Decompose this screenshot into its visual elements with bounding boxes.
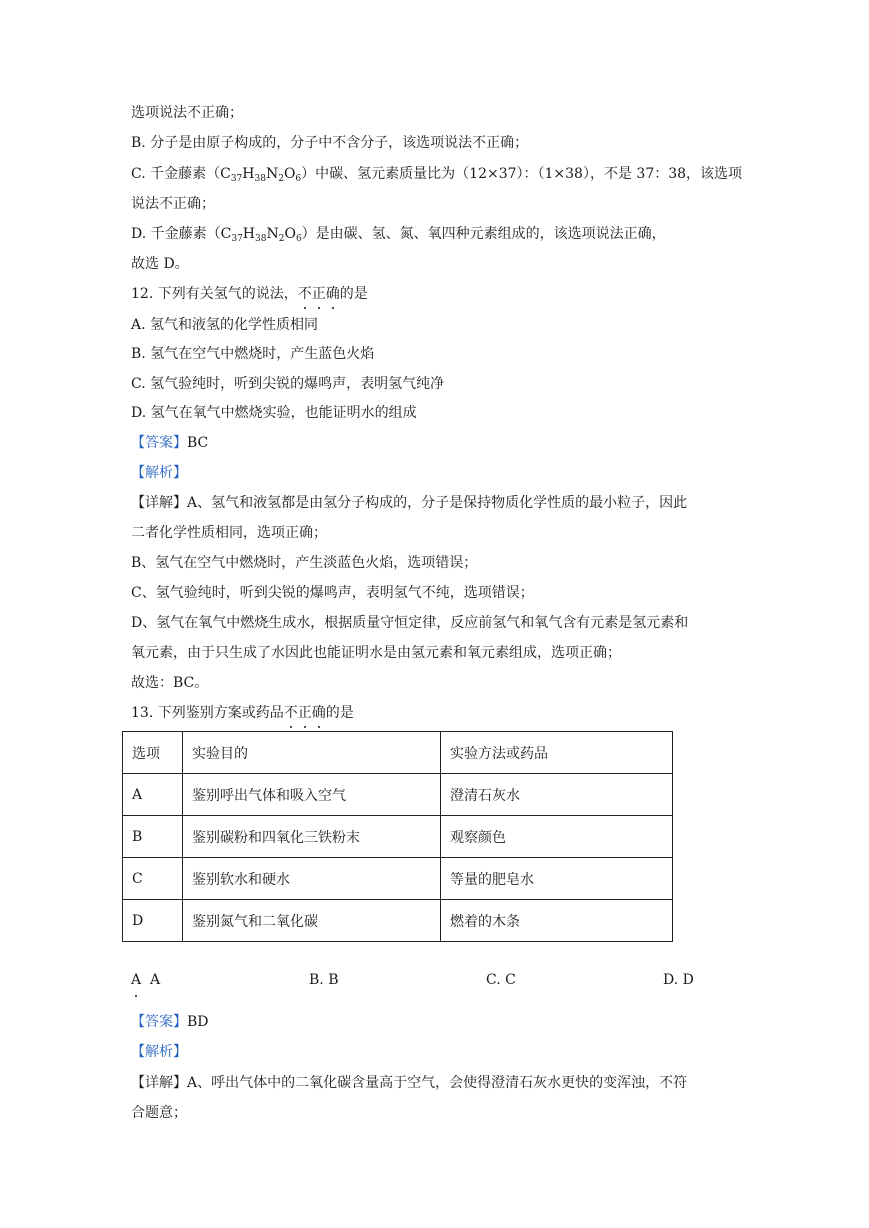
analysis-tag: 【解析】 [131, 465, 187, 481]
analysis-tag: 【解析】 [131, 1044, 187, 1060]
option-c-explanation: C. 千金藤素$(C_{37}H_{38}N_2O_6)$中碳、氢元素质量比为（12×37）：（1×38），不是 37：38，该选项 [131, 166, 743, 184]
detail-line: 【详解】A、呼出气体中的二氧化碳含量高于空气，会使得澄清石灰水更快的变浑浊，不符 [131, 1075, 688, 1091]
text-line: 选项说法不正确； [131, 105, 243, 121]
table-cell: D [123, 900, 183, 942]
options-table [122, 731, 673, 942]
table-cell: 观察颜色 [441, 816, 673, 858]
table-row [123, 816, 673, 858]
answer-tag: 【答案】 [131, 435, 187, 451]
table-row [123, 900, 673, 942]
table-cell: B [123, 816, 183, 858]
emphasis-char: 正 [297, 705, 312, 721]
table-cell: 等量的肥皂水 [441, 858, 673, 900]
choice-a: A A [131, 972, 161, 988]
table-header-row [123, 732, 673, 774]
table-cell: 澄清石灰水 [441, 774, 673, 816]
table-cell: 燃着的木条 [441, 900, 673, 942]
option-a: A. 氢气和液氢的化学性质相同 [131, 317, 319, 333]
answer-line [131, 1012, 209, 1032]
detail-line: D、氢气在氧气中燃烧生成水，根据质量守恒定律，反应前氢气和氧气含有元素是氢元素和 [131, 615, 689, 631]
table-row [123, 774, 673, 816]
detail-line: 【详解】A、氢气和液氢都是由氢分子构成的，分子是保持物质化学性质的最小粒子，因此 [131, 495, 688, 511]
detail-line: 氧元素，由于只生成了水因此也能证明水是由氢元素和氧元素组成，选项正确； [131, 645, 621, 661]
table-cell: 鉴别氮气和二氧化碳 [183, 900, 441, 942]
table-cell: C [123, 858, 183, 900]
choice-c: C. C [486, 972, 516, 988]
emphasis-char: 正 [311, 286, 326, 302]
text-line: 说法不正确； [131, 196, 215, 212]
emphasis-char: 确 [311, 705, 326, 721]
table-cell: 鉴别呼出气体和吸入空气 [183, 774, 441, 816]
emphasis-char: 确 [325, 286, 340, 302]
table-header-cell: 实验方法或药品 [441, 732, 673, 774]
table-cell: 鉴别碳粉和四氧化三铁粉末 [183, 816, 441, 858]
choice-b: B. B [309, 972, 339, 988]
table-cell: 鉴别软水和硬水 [183, 858, 441, 900]
detail-line: B、氢气在空气中燃烧时，产生淡蓝色火焰，选项错误； [131, 555, 478, 571]
answer-value: BC [187, 435, 209, 451]
detail-line: 故选：BC。 [131, 675, 209, 691]
detail-line: 二者化学性质相同，选项正确； [131, 525, 327, 541]
detail-line: 合题意； [131, 1105, 187, 1121]
question-stem: 12. 下列有关氢气的说法，不正确的是 [131, 286, 368, 302]
detail-line: C、氢气验纯时，听到尖锐的爆鸣声，表明氢气不纯，选项错误； [131, 585, 534, 601]
emphasis-char: 不 [283, 705, 298, 721]
option-d: D. 氢气在氧气中燃烧实验，也能证明水的组成 [131, 405, 417, 421]
question-stem: 13. 下列鉴别方案或药品不正确的是 [131, 705, 354, 721]
choice-d: D. D [663, 972, 694, 988]
detail-tag: 【详解】 [131, 1075, 187, 1091]
answer-value: BD [187, 1014, 209, 1030]
table-header-cell: 选项 [123, 732, 183, 774]
table-header-cell: 实验目的 [183, 732, 441, 774]
detail-tag: 【详解】 [131, 495, 187, 511]
emphasis-char: 不 [297, 286, 312, 302]
table-cell: A [123, 774, 183, 816]
answer-tag: 【答案】 [131, 1014, 187, 1030]
table-row [123, 858, 673, 900]
option-b-explanation: B. 分子是由原子构成的，分子中不含分子，该选项说法不正确； [131, 135, 529, 151]
option-c: C. 氢气验纯时，听到尖锐的爆鸣声，表明氢气纯净 [131, 376, 445, 392]
answer-line [131, 433, 208, 453]
option-b: B. 氢气在空气中燃烧时，产生蓝色火焰 [131, 346, 375, 362]
option-d-explanation: D. 千金藤素$(C_{37}H_{38}N_2O_6)$是由碳、氢、氮、氧四种元素组成的，该选项说法正确， [131, 226, 666, 244]
conclusion-line: 故选 D。 [131, 256, 189, 272]
